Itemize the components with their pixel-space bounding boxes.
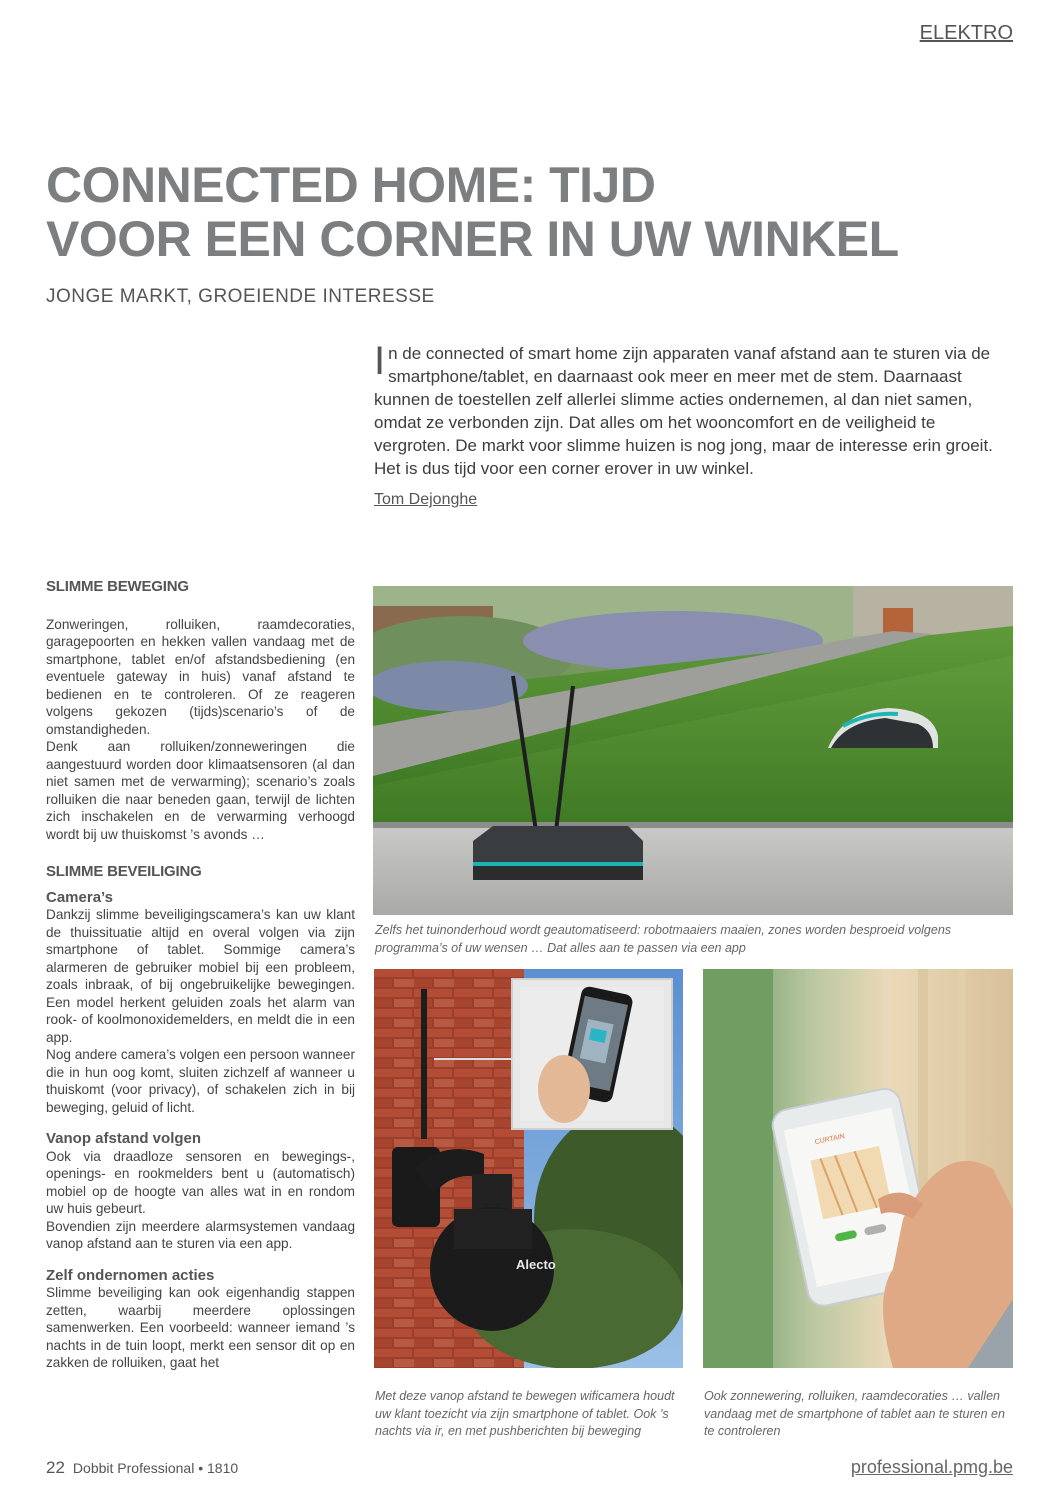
body-paragraph: Slimme beveiliging kan ook eigenhandig stappen zetten, waarbij meerdere oplossingen samenwerken. Een voorbeeld: wanneer iemand ’s nachts in de tuin loopt, merkt een sensor dit op en zakken de rolluiken, gaat het [46,1285,355,1370]
app-screen-title: CURTAIN [814,1133,846,1147]
magazine-issue: Dobbit Professional • 1810 [72,1460,239,1476]
drop-cap: I [374,339,386,383]
garden-router-photo [373,586,1013,915]
body-paragraph: Nog andere camera’s volgen een persoon wanneer die in hun oog komt, sluiten zichzelf af wanneer u thuiskomt (voor privacy), of schakelen zich in bij beweging, geluid of licht. [46,1047,355,1115]
intro-paragraph [374,339,1014,480]
section-tag[interactable]: ELEKTRO [919,22,1013,44]
website-link[interactable]: professional.pmg.be [850,1457,1013,1477]
page-number: 22 [46,1458,65,1477]
title-line-2: VOOR EEN CORNER IN UW WINKEL [46,211,899,267]
phone-curtain-photo [703,969,1013,1368]
author-byline[interactable]: Tom Dejonghe [374,491,478,508]
body-paragraph: Denk aan rolluiken/zonneweringen die aangestuurd worden door klimaatsensoren (al dan niet samen met de verwarming); scenario’s zoals rolluiken die naar beneden gaan, terwijl de lichten zich inschakelen en de verwarming verhoogd wordt bij uw thuiskomst ’s avonds … [46,739,355,842]
body-column [46,578,355,1372]
section-heading-slimme-beveiliging: SLIMME BEVEILIGING [46,863,202,880]
phone-photo-caption: Ook zonnewering, rolluiken, raamdecoraties … vallen vandaag met de smartphone of tablet aan te sturen en te controleren [704,1389,1005,1438]
intro-text: n de connected of smart home zijn apparaten vanaf afstand aan te sturen via de smartphone/tablet, en daarnaast ook meer en meer met de stem. Daarnaast kunnen de toestellen zelf allerlei slimme acties ondernemen, al dan niet samen, omdat ze verbonden zijn. Dat alles om het wooncomfort en de veiligheid te vergroten. De markt voor slimme huizen is nog jong, maar de interesse erin groeit. Het is dus tijd voor een corner erover in uw winkel. [374,344,993,478]
camera-photo [374,969,683,1368]
body-paragraph: Zonweringen, rolluiken, raamdecoraties, garagepoorten en hekken vallen vandaag met de smartphone, tablet en/of afstandsbediening (en eventuele gateway in huis) vanaf afstand te bedienen en te controleren. Of ze reageren volgens gekozen (tijds)scenario’s of de omstandigheden. [46,616,355,737]
camera-photo-caption: Met deze vanop afstand te bewegen wificamera houdt uw klant toezicht via zijn smartphone of tablet. Ook ’s nachts via ir, en met pushberichten bij beweging [375,1389,675,1438]
article-title [46,158,1006,266]
page-footer [46,1458,238,1478]
subheading-cameras: Camera’s [46,888,113,906]
section-heading-slimme-beweging: SLIMME BEWEGING [46,578,189,595]
subheading-zelf-ondernomen: Zelf ondernomen acties [46,1266,215,1284]
article-subtitle: JONGE MARKT, GROEIENDE INTERESSE [46,286,435,307]
garden-photo-caption: Zelfs het tuinonderhoud wordt geautomatiseerd: robotmaaiers maaien, zones worden besproeid volgens programma’s of uw wensen … Dat alles aan te passen via een app [375,923,952,955]
body-paragraph: Bovendien zijn meerdere alarmsystemen vandaag vanop afstand aan te sturen via een app. [46,1218,355,1251]
subheading-vanop-afstand: Vanop afstand volgen [46,1130,202,1147]
camera-brand-logo: Alecto [516,1257,556,1272]
title-line-1: CONNECTED HOME: TIJD [46,157,656,213]
body-paragraph: Ook via draadloze sensoren en bewegings-, openings- en rookmelders bent u (automatisch) mobiel op de hoogte van alles wat in en rondom uw huis gebeurt. [46,1148,355,1216]
body-paragraph: Dankzij slimme beveiligingscamera’s kan uw klant de thuissituatie altijd en overal volgen via zijn smartphone of tablet. Sommige camera’s alarmeren de gebruiker mobiel bij een probleem, zoals inbraak, of bij ongebruikelijke bewegingen. Een model herkent geluiden zoals het alarm van rook- of koolmonoxidemelders, en meldt die in een app. [46,907,355,1045]
